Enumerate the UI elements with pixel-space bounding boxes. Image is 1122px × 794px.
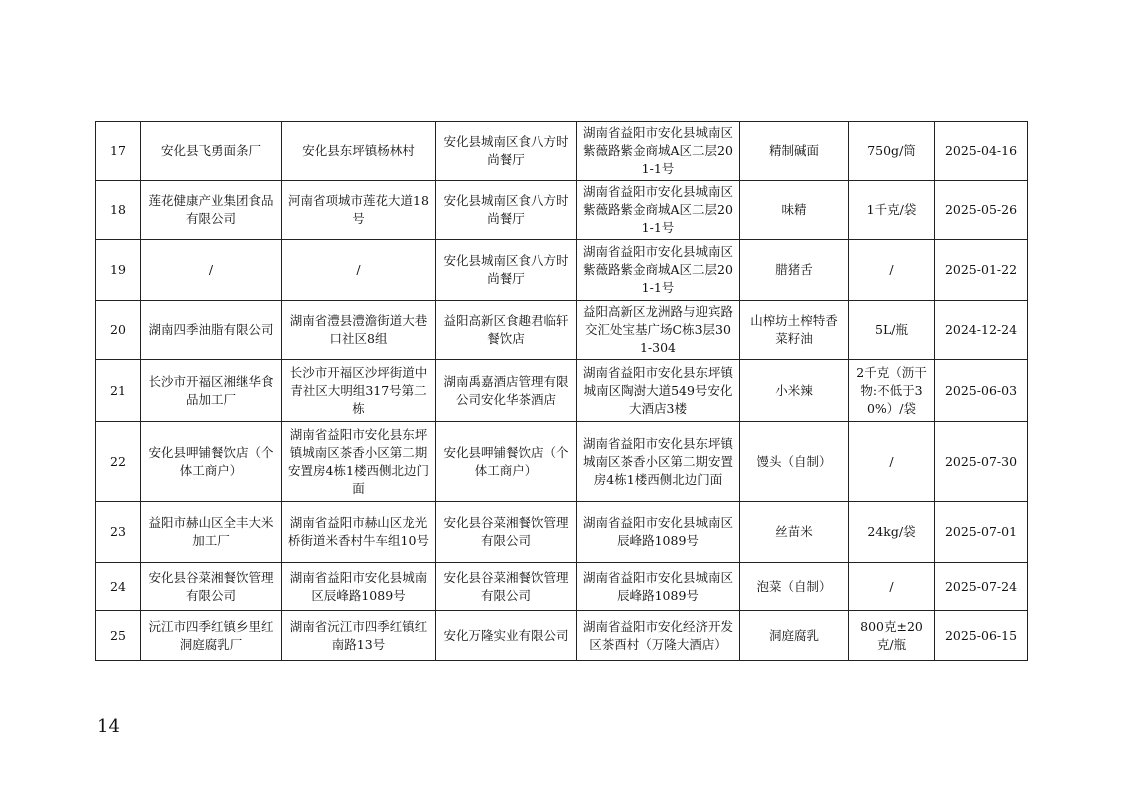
sampled-unit: 安化万隆实业有限公司: [436, 611, 577, 661]
sampled-address: 湖南省益阳市安化县城南区紫薇路紫金商城A区二层201-1号: [577, 181, 740, 240]
sampled-unit: 安化县呷铺餐饮店（个体工商户）: [436, 422, 577, 502]
sampled-unit: 安化县谷菜湘餐饮管理有限公司: [436, 502, 577, 563]
production-date: 2025-06-15: [935, 611, 1028, 661]
producer-address: 湖南省沅江市四季红镇红南路13号: [282, 611, 436, 661]
table-row: [96, 181, 1028, 240]
producer-address: 河南省项城市莲花大道18号: [282, 181, 436, 240]
producer-address: 湖南省益阳市赫山区龙光桥街道米香村牛车组10号: [282, 502, 436, 563]
product-name: 小米辣: [740, 360, 849, 422]
product-spec: /: [849, 563, 935, 611]
sampled-address: 湖南省益阳市安化县城南区紫薇路紫金商城A区二层201-1号: [577, 240, 740, 301]
product-spec: 800克±20克/瓶: [849, 611, 935, 661]
sampled-address: 益阳高新区龙洲路与迎宾路交汇处宝基广场C栋3层301-304: [577, 301, 740, 360]
producer-name: 安化县飞勇面条厂: [141, 122, 282, 181]
producer-name: 益阳市赫山区全丰大米加工厂: [141, 502, 282, 563]
sampled-unit: 安化县城南区食八方时尚餐厅: [436, 122, 577, 181]
producer-name: 湖南四季油脂有限公司: [141, 301, 282, 360]
sampled-unit: 安化县城南区食八方时尚餐厅: [436, 181, 577, 240]
product-name: 泡菜（自制）: [740, 563, 849, 611]
table-row: [96, 122, 1028, 181]
sampled-address: 湖南省益阳市安化县城南区辰峰路1089号: [577, 563, 740, 611]
table-row: [96, 563, 1028, 611]
producer-address: 湖南省益阳市安化县东坪镇城南区茶香小区第二期安置房4栋1楼西侧北边门面: [282, 422, 436, 502]
production-date: 2025-07-30: [935, 422, 1028, 502]
product-spec: /: [849, 422, 935, 502]
producer-name: 长沙市开福区湘继华食品加工厂: [141, 360, 282, 422]
sampled-address: 湖南省益阳市安化县城南区辰峰路1089号: [577, 502, 740, 563]
sampled-unit: 湖南禹嘉酒店管理有限公司安化华茶酒店: [436, 360, 577, 422]
producer-name: 沅江市四季红镇乡里红洞庭腐乳厂: [141, 611, 282, 661]
table-row: [96, 360, 1028, 422]
page-number: 14: [97, 716, 120, 737]
table-row: [96, 240, 1028, 301]
product-spec: 2千克（沥干物:不低于30%）/袋: [849, 360, 935, 422]
row-number: 18: [96, 181, 141, 240]
row-number: 21: [96, 360, 141, 422]
production-date: 2025-04-16: [935, 122, 1028, 181]
row-number: 25: [96, 611, 141, 661]
product-spec: 5L/瓶: [849, 301, 935, 360]
production-date: 2025-07-24: [935, 563, 1028, 611]
row-number: 17: [96, 122, 141, 181]
product-name: 精制碱面: [740, 122, 849, 181]
product-name: 洞庭腐乳: [740, 611, 849, 661]
product-spec: 24kg/袋: [849, 502, 935, 563]
production-date: 2024-12-24: [935, 301, 1028, 360]
product-name: 馒头（自制）: [740, 422, 849, 502]
sampled-address: 湖南省益阳市安化县城南区紫薇路紫金商城A区二层201-1号: [577, 122, 740, 181]
producer-address: /: [282, 240, 436, 301]
producer-address: 安化县东坪镇杨林村: [282, 122, 436, 181]
production-date: 2025-01-22: [935, 240, 1028, 301]
product-spec: 750g/筒: [849, 122, 935, 181]
sampled-unit: 益阳高新区食趣君临轩餐饮店: [436, 301, 577, 360]
producer-name: 莲花健康产业集团食品有限公司: [141, 181, 282, 240]
row-number: 20: [96, 301, 141, 360]
table-row: [96, 611, 1028, 661]
sampled-unit: 安化县城南区食八方时尚餐厅: [436, 240, 577, 301]
producer-address: 湖南省益阳市安化县城南区辰峰路1089号: [282, 563, 436, 611]
table-row: [96, 502, 1028, 563]
producer-name: 安化县呷铺餐饮店（个体工商户）: [141, 422, 282, 502]
table-row: [96, 301, 1028, 360]
sampled-address: 湖南省益阳市安化经济开发区茶酉村（万隆大酒店）: [577, 611, 740, 661]
row-number: 19: [96, 240, 141, 301]
product-name: 腊猪舌: [740, 240, 849, 301]
row-number: 23: [96, 502, 141, 563]
production-date: 2025-06-03: [935, 360, 1028, 422]
table-row: [96, 422, 1028, 502]
producer-name: /: [141, 240, 282, 301]
product-name: 味精: [740, 181, 849, 240]
results-table: [95, 121, 1028, 661]
production-date: 2025-07-01: [935, 502, 1028, 563]
product-name: 丝苗米: [740, 502, 849, 563]
product-name: 山榨坊土榨特香菜籽油: [740, 301, 849, 360]
producer-address: 长沙市开福区沙坪街道中青社区大明组317号第二栋: [282, 360, 436, 422]
sampled-address: 湖南省益阳市安化县东坪镇城南区茶香小区第二期安置房4栋1楼西侧北边门面: [577, 422, 740, 502]
row-number: 24: [96, 563, 141, 611]
sampled-unit: 安化县谷菜湘餐饮管理有限公司: [436, 563, 577, 611]
sampled-address: 湖南省益阳市安化县东坪镇城南区陶澍大道549号安化大酒店3楼: [577, 360, 740, 422]
producer-address: 湖南省澧县澧澹街道大巷口社区8组: [282, 301, 436, 360]
product-spec: 1千克/袋: [849, 181, 935, 240]
product-spec: /: [849, 240, 935, 301]
production-date: 2025-05-26: [935, 181, 1028, 240]
producer-name: 安化县谷菜湘餐饮管理有限公司: [141, 563, 282, 611]
row-number: 22: [96, 422, 141, 502]
